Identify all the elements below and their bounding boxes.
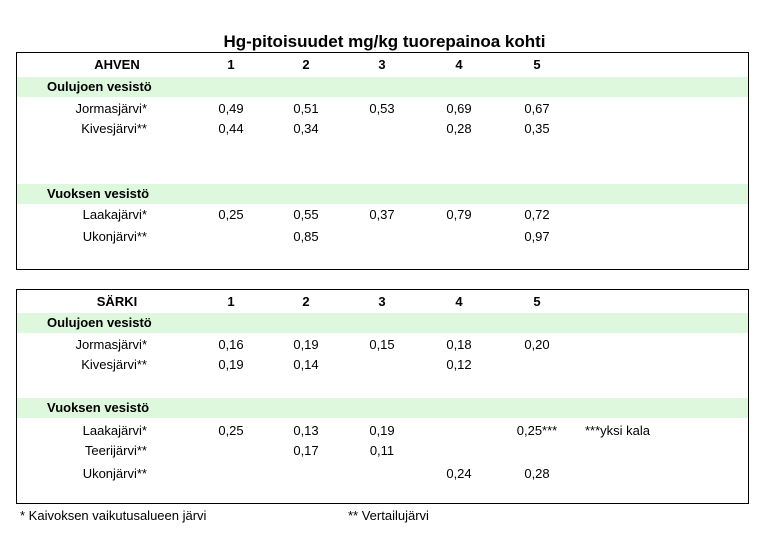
table-row xyxy=(17,205,748,225)
lake-name: Jormasjärvi* xyxy=(75,337,147,352)
column-header: 3 xyxy=(378,294,386,309)
table-title: Hg-pitoisuudet mg/kg tuorepainoa kohti xyxy=(223,32,546,51)
value-cell: 0,51 xyxy=(293,101,319,116)
value-cell: 0,69 xyxy=(446,101,472,116)
region-label: Oulujoen vesistö xyxy=(47,315,152,330)
value-cell: 0,67 xyxy=(524,101,550,116)
value-cell: 0,12 xyxy=(446,357,472,372)
column-header: 1 xyxy=(227,57,235,72)
value-cell: 0,49 xyxy=(218,101,244,116)
value-cell: 0,28 xyxy=(446,121,472,136)
column-header: 1 xyxy=(227,294,235,309)
region-label: Vuoksen vesistö xyxy=(47,186,150,201)
region-row xyxy=(17,313,748,333)
column-header: 4 xyxy=(455,57,463,72)
value-cell: 0,72 xyxy=(524,207,550,222)
ahven-table xyxy=(16,52,749,270)
column-header: 4 xyxy=(455,294,463,309)
table-row xyxy=(17,119,748,139)
column-header: 5 xyxy=(533,57,541,72)
value-cell: 0,55 xyxy=(293,207,319,222)
region-label: Oulujoen vesistö xyxy=(47,79,152,94)
lake-name: Kivesjärvi** xyxy=(81,357,147,372)
value-cell: 0,19 xyxy=(293,337,319,352)
region-label: Vuoksen vesistö xyxy=(47,400,150,415)
column-header: 3 xyxy=(378,57,386,72)
value-cell: 0,35 xyxy=(524,121,550,136)
value-cell: 0,15 xyxy=(369,337,395,352)
footnote-impact: * Kaivoksen vaikutusalueen järvi xyxy=(20,508,207,523)
header-row xyxy=(17,292,748,312)
table-row xyxy=(17,421,748,441)
table-row xyxy=(17,355,748,375)
lake-name: Ukonjärvi** xyxy=(82,466,147,481)
footnote-reference: ** Vertailujärvi xyxy=(348,508,429,523)
lake-name: Jormasjärvi* xyxy=(75,101,147,116)
table-row xyxy=(17,335,748,355)
value-cell: 0,19 xyxy=(218,357,244,372)
value-cell: 0,85 xyxy=(293,229,319,244)
footnote-note: ***yksi kala xyxy=(585,423,651,438)
value-cell: 0,53 xyxy=(369,101,395,116)
species-label: SÄRKI xyxy=(96,294,138,309)
lake-name: Laakajärvi* xyxy=(82,423,147,438)
value-cell: 0,37 xyxy=(369,207,395,222)
value-cell: 0,44 xyxy=(218,121,244,136)
region-row xyxy=(17,184,748,204)
table-row xyxy=(17,99,748,119)
lake-name: Laakajärvi* xyxy=(82,207,147,222)
value-cell: 0,13 xyxy=(293,423,319,438)
value-cell: 0,11 xyxy=(369,443,395,458)
species-label: AHVEN xyxy=(94,57,140,72)
value-cell: 0,79 xyxy=(446,207,472,222)
value-cell: 0,28 xyxy=(524,466,550,481)
sarki-table xyxy=(16,289,749,504)
column-header: 2 xyxy=(302,57,310,72)
region-row xyxy=(17,77,748,97)
value-cell: 0,97 xyxy=(524,229,550,244)
lake-name: Kivesjärvi** xyxy=(81,121,147,136)
value-cell: 0,14 xyxy=(293,357,319,372)
value-cell: 0,16 xyxy=(218,337,244,352)
value-cell: 0,25 xyxy=(218,207,244,222)
value-cell: 0,34 xyxy=(293,121,319,136)
lake-name: Teerijärvi** xyxy=(84,443,147,458)
column-header: 2 xyxy=(302,294,310,309)
value-cell: 0,25*** xyxy=(516,423,558,438)
table-row xyxy=(17,441,748,461)
value-cell: 0,17 xyxy=(293,443,319,458)
column-header: 5 xyxy=(533,294,541,309)
value-cell: 0,19 xyxy=(369,423,395,438)
lake-name: Ukonjärvi** xyxy=(82,229,147,244)
value-cell: 0,20 xyxy=(524,337,550,352)
table-row xyxy=(17,464,748,484)
value-cell: 0,25 xyxy=(218,423,244,438)
table-row xyxy=(17,227,748,247)
header-row xyxy=(17,55,748,75)
value-cell: 0,24 xyxy=(446,466,472,481)
value-cell: 0,18 xyxy=(446,337,472,352)
region-row xyxy=(17,398,748,418)
